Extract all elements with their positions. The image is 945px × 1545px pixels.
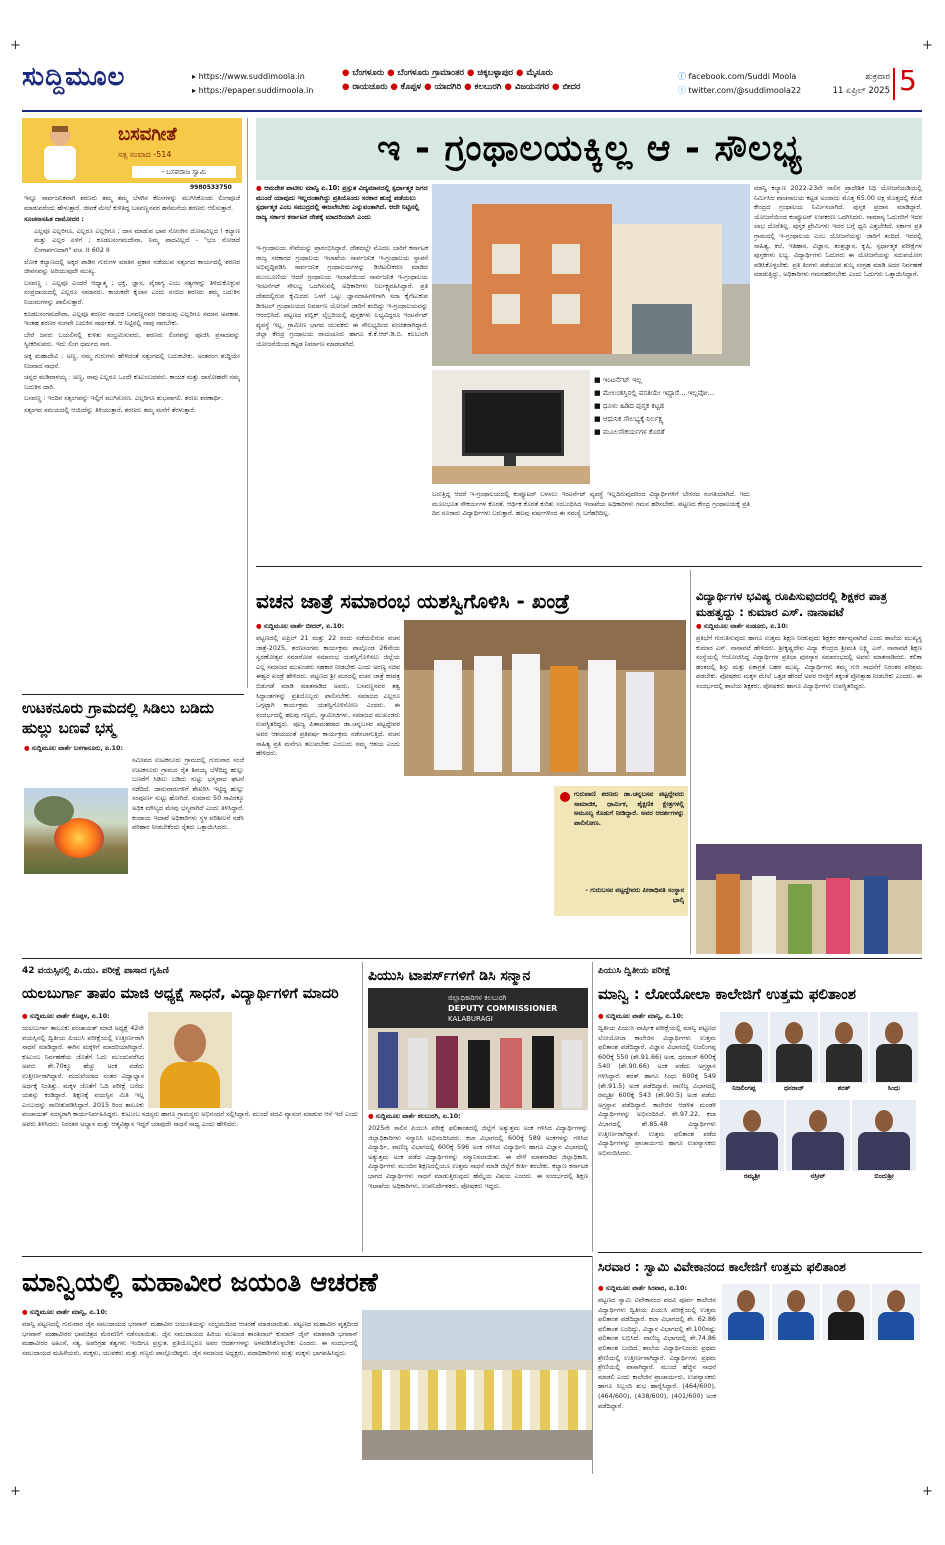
student-portrait xyxy=(852,1100,916,1182)
city-link[interactable]: ಬೆಂಗಳೂರು ಗ್ರಾಮಾಂತರ xyxy=(397,68,467,78)
computer-photo xyxy=(432,370,590,484)
student-portrait xyxy=(720,1012,768,1094)
basava-paragraph: ಬೇರೆ ಜನರು ಬಯಲಿನಲ್ಲಿ ಕುಳಿತು ಸಂಭ್ರಮಿಸುವರು, ಶರಣರು ಲಿಂಗವನ್ನು ಪೂಜಿಸಿ ಪ್ರಸಾದವನ್ನು ಸ್ವೀಕರಿಸುವರು. ಇದು ಲಿಂಗ ಧರ್ಮದ ಸಾರ. xyxy=(24,330,240,349)
dc-byline: ● ಸುದ್ದಿಮೂಲ ವಾರ್ತೆ ಕಲಬುರಗಿ, ಏ.10: xyxy=(368,1112,461,1120)
registration-mark: + xyxy=(10,1484,21,1499)
sirwar-body: ಪಟ್ಟಣದ ಸ್ವಾಮಿ ವಿವೇಕಾನಂದ ಪದವಿ ಪೂರ್ವ ಕಾಲೇಜಿನ ವಿದ್ಯಾರ್ಥಿಗಳು ದ್ವಿತೀಯ ಪಿಯುಸಿ ಪರೀಕ್ಷೆಯಲ್ಲಿ ಉತ್ತಮ ಫಲಿತಾಂಶ ಪಡೆದಿದ್ದಾರೆ. ಕಲಾ ವಿಭಾಗದಲ್ಲಿ ಶೇ. 62.86 ಫಲಿತಾಂಶ ಬಂದಿದ್ದು, ವಿಜ್ಞಾನ ವಿಭಾಗದಲ್ಲಿ ಶೇ.100ರಷ್ಟು ಫಲಿತಾಂಶ ಲಭಿಸಿದೆ. ವಾಣಿಜ್ಯ ವಿಭಾಗದಲ್ಲಿ ಶೇ.74.86 ಫಲಿತಾಂಶ ಬಂದಿದೆ. ಶಾಲೆಯ ವಿದ್ಯಾರ್ಥಿನಿಯರು ಪ್ರಥಮ ಶ್ರೇಣಿಯಲ್ಲಿ ಉತ್ತೀರ್ಣರಾಗಿದ್ದಾರೆ. ವಿದ್ಯಾರ್ಥಿಗಳು ಪ್ರಥಮ ಶ್ರೇಣಿಯಲ್ಲಿ ಪಾಸಾಗಿದ್ದಾರೆ. ಮುಂದೆ ಹೆಚ್ಚಿನ ಸಾಧನೆ ಮಾಡಲಿ ಎಂದು ಕಾಲೇಜಿನ ಪ್ರಾಚಾರ್ಯರು, ಉಪನ್ಯಾಸಕರು ಹಾಗೂ ಸಿಬ್ಬಂದಿ ಶುಭ ಹಾರೈಸಿದ್ದಾರೆ. (464/600), (464/600), (438/600), (401/600) ಅಂಕ ಪಡೆದಿದ್ದಾರೆ. xyxy=(598,1296,716,1410)
dc-body: 2025ನೇ ಸಾಲಿನ ಪಿಯುಸಿ ಪರೀಕ್ಷೆ ಫಲಿತಾಂಶದಲ್ಲಿ ಜಿಲ್ಲೆಗೆ ಅತ್ಯುತ್ತಮ ಅಂಕ ಗಳಿಸಿದ ವಿದ್ಯಾರ್ಥಿಗಳನ್ನು ಜಿಲ್ಲಾಧಿಕಾರಿಗಳು ಸನ್ಮಾನಿಸಿ ಅಭಿನಂದಿಸಿದರು. ಕಲಾ ವಿಭಾಗದಲ್ಲಿ 600ಕ್ಕೆ 589 ಅಂಕಗಳನ್ನು ಗಳಿಸಿದ ವಿದ್ಯಾರ್ಥಿ, ವಾಣಿಜ್ಯ ವಿಭಾಗದಲ್ಲಿ 600ಕ್ಕೆ 596 ಅಂಕ ಗಳಿಸಿದ ವಿದ್ಯಾರ್ಥಿನಿ ಹಾಗೂ ವಿಜ್ಞಾನ ವಿಭಾಗದಲ್ಲಿ ಅತ್ಯುತ್ತಮ ಅಂಕ ಪಡೆದ ವಿದ್ಯಾರ್ಥಿಗಳನ್ನು ಸನ್ಮಾನಿಸಲಾಯಿತು. ಈ ವೇಳೆ ಮಾತನಾಡಿದ ಜಿಲ್ಲಾಧಿಕಾರಿ, ವಿದ್ಯಾರ್ಥಿಗಳು ಮುಂದಿನ ಶಿಕ್ಷಣದಲ್ಲಿಯೂ ಉತ್ತಮ ಸಾಧನೆ ಮಾಡಿ ಜಿಲ್ಲೆಗೆ ಕೀರ್ತಿ ತರಬೇಕು. ಕಲ್ಯಾಣ ಕರ್ನಾಟಕ ಭಾಗದ ವಿದ್ಯಾರ್ಥಿಗಳು ಸಾಧನೆ ಮಾಡುತ್ತಿರುವುದು ಹೆಮ್ಮೆಯ ವಿಷಯ ಎಂದರು. ಈ ಸಂದರ್ಭದಲ್ಲಿ ಶಿಕ್ಷಣ ಇಲಾಖೆಯ ಅಧಿಕಾರಿಗಳು, ಉಪನಿರ್ದೇಶಕರು, ಪೋಷಕರು ಇದ್ದರು. xyxy=(368,1124,588,1190)
vachana-byline: ● ಸುದ್ದಿಮೂಲ ವಾರ್ತೆ ಬೀದರ್, ಏ.10: xyxy=(256,622,345,630)
sirwar-byline: ● ಸುದ್ದಿಮೂಲ ವಾರ್ತೆ ಸಿರವಾರ, ಏ.10: xyxy=(598,1284,687,1292)
facebook-icon: ⓕ xyxy=(678,72,689,81)
egov-bullet-item: ■ ಮೇಲಂತಸ್ತಿನಲ್ಲಿ ವಸತಿಯೇ ಇದ್ದಾರೆ... ಇಲ್ಲವೋ... xyxy=(594,389,715,397)
basava-paragraph: ಎಲ್ಲವೂ ಎಲ್ಲರಿಗೂ, ಎಲ್ಲರೂ ಎಲ್ಲರಿಗೂ ; ದಾಸ ಮಾಡುವ ಭಾವ ಸೋಂಗಿನ ದೋಷವಿಲ್ಲದ ! ಕಲ್ಯಾಣ ಮತ್ತು ಎಲ್ಲರ ಏಳಿಗೆ ; ಕೂಡಲಸಂಗಮದೇವಾ, ನಿಮ್ಮ ಪಾದವಿಲ್ಲದೆ - "ಭಜ ನೋಡದೆ ಲಿಂಗಾರ್ಪಣದಾಗಿ" ವಚ. II 602 II xyxy=(34,226,240,254)
library-building-photo xyxy=(432,184,750,366)
sirwar-student-photos xyxy=(722,1284,922,1340)
egov-headline: ಇ - ಗ್ರಂಥಾಲಯಕ್ಕಿಲ್ಲ ಆ - ಸೌಲಭ್ಯ xyxy=(377,128,803,169)
yalaburga-text: ಯಲಬುರ್ಗಾ ತಾಲೂಕು ಪಂಚಾಯತ್ ಮಾಜಿ ಅಧ್ಯಕ್ಷೆ 42ನೇ ವಯಸ್ಸಿನಲ್ಲಿ ದ್ವಿತೀಯ ಪಿಯುಸಿ ಪರೀಕ್ಷೆಯಲ್ಲಿ ಉತ್ತೀರ್ಣರಾಗಿ ಸಾಧನೆ ಮಾಡಿದ್ದಾರೆ. ಈಗಿನ ಮಕ್ಕಳಿಗೆ ಮಾದರಿಯಾಗಿದ್ದಾರೆ. ಕುಟುಂಬ ನಿರ್ವಹಣೆಯ ಜೊತೆಗೆ ಓದು ಮುಂದುವರೆಸಿದ ಅವರು ಶೇ.70ಕ್ಕೂ ಹೆಚ್ಚು ಅಂಕ ಪಡೆದು ಉತ್ತೀರ್ಣರಾಗಿದ್ದಾರೆ. ಮದುವೆಯಾದ ನಂತರ ವಿದ್ಯಾಭ್ಯಾಸ ಅರ್ಧಕ್ಕೆ ನಿಂತಿತ್ತು. ಮಕ್ಕಳ ಜೊತೆಗೆ ಓದಿ ಪರೀಕ್ಷೆ ಬರೆದು ಯಶಸ್ಸು ಕಂಡಿದ್ದಾರೆ. ಶಿಕ್ಷಣಕ್ಕೆ ವಯಸ್ಸಿನ ಮಿತಿ ಇಲ್ಲ ಎಂಬುದನ್ನು ಸಾಬೀತುಪಡಿಸಿದ್ದಾರೆ. 2015 ರಿಂದ ತಾಲೂಕು ಪಂಚಾಯತ್ ಸದಸ್ಯರಾಗಿ ಕಾರ್ಯನಿರ್ವಹಿಸಿದ್ದರು. ಕುಟುಂಬ ಸದಸ್ಯರು ಹಾಗೂ ಗ್ರಾಮಸ್ಥರು ಅಭಿನಂದನೆ ಸಲ್ಲಿಸಿದ್ದಾರೆ. ಮುಂದೆ ಪದವಿ ವ್ಯಾಸಂಗ ಮಾಡುವ ಆಸೆ ಇದೆ ಎಂದು ಅವರು ತಿಳಿಸಿದರು. ನಿರಂತರ ಅಭ್ಯಾಸ ಮತ್ತು ಆತ್ಮವಿಶ್ವಾಸ ಇದ್ದರೆ ಯಾವುದೇ ಸಾಧನೆ ಸಾಧ್ಯ ಎಂದು ಹೇಳಿದರು. xyxy=(22,1024,358,1128)
mahaveer-byline: ● ಸುದ್ದಿಮೂಲ ವಾರ್ತೆ ಮಾನ್ವಿ, ಏ.10: xyxy=(22,1308,108,1316)
sirwar-body-2 xyxy=(722,1344,922,1474)
square-bullet-icon: ■ xyxy=(594,389,603,397)
city-link[interactable]: ರಾಯಚೂರು xyxy=(352,82,391,92)
egov-bullet-item: ■ ಇಂಟರ್ನೆಟ್ ಇಲ್ಲ xyxy=(594,376,642,384)
basava-phone: 9980533750 xyxy=(190,184,232,191)
basava-paragraph: ಲೋಕ ಕಲ್ಯಾಣದಲ್ಲಿ ಅಕ್ಕರ ಪಾಡಿನ ಗುರುಗಳ ಮಾತಿನ ಪ್ರಕಾರ ನಡೆಯುವ ಸತ್ಸಂಗದ ಕಾರ್ಯದಲ್ಲಿ ಶರಣರ ಜೀವನವನ್ನು ಅರಿಯುವುದೇ ಮುಖ್ಯ. xyxy=(24,257,240,276)
vachana-body: ಪಟ್ಟಣದಲ್ಲಿ ಏಪ್ರಿಲ್ 21 ಮತ್ತು 22 ರಂದು ನಡೆಯಲಿರುವ ವಚನ ಜಾತ್ರೆ-2025, ಶರಣಸಂಗಮ ಕಾರ್ಯಕ್ರಮ ಪಾಲ್ಗೊಂಡ 26ನೇಯ ಸ್ವರಣೋತ್ಸವ ಸಮಾರೋಪ ಸಮಾರಂಭ ಯಶಸ್ವಿಗೊಳಿಸಲು ಜಿಲ್ಲೆಯ ಎಲ್ಲ ಸಮಾಜದ ಮುಖಂಡರು ಸಹಕಾರ ನೀಡಬೇಕು ಎಂದು ಅರಣ್ಯ ಸಚಿವ ಈಶ್ವರ ಖಂಡ್ರೆ ಹೇಳಿದರು. ಪಟ್ಟಣದ ಶ್ರೀ ಮಠದಲ್ಲಿ ವಚನ ಜಾತ್ರೆ ಕರಪತ್ರ ಬಿಡುಗಡೆ ಮಾಡಿ ಮಾತನಾಡಿದ ಅವರು, ಬಸವಣ್ಣನವರ ತತ್ವ ಸಿದ್ಧಾಂತಗಳನ್ನು ಪ್ರತಿಯೊಬ್ಬರು ಪಾಲಿಸಬೇಕು. ಸಮಾಜದ ಎಲ್ಲರೂ ಒಗ್ಗಟ್ಟಾಗಿ ಕಾರ್ಯಕ್ರಮ ಯಶಸ್ವಿಗೊಳಿಸೋಣ ಎಂದರು. ಈ ಸಂದರ್ಭದಲ್ಲಿ ಹಲವು ಗಣ್ಯರು, ಸ್ವಾಮೀಜಿಗಳು, ಸಮಾಜದ ಮುಖಂಡರು ಉಪಸ್ಥಿತರಿದ್ದರು. ಪೂಜ್ಯ ಪಿತಾಮಹರಾದ ಡಾ.ಚನ್ನಬಸವ ಪಟ್ಟದ್ದೇವರ ಅವರ ಆಶಯದಂತೆ ಪ್ರತಿವರ್ಷ ಕಾರ್ಯಕ್ರಮ ನಡೆಸಲಾಗುತ್ತಿದೆ. ವಚನ ಸಾಹಿತ್ಯ ಪ್ರತಿ ಮನೆಗೂ ತಲುಪಬೇಕು ಎಂಬುದು ನಮ್ಮ ಆಶಯ ಎಂದು ಹೇಳಿದರು. xyxy=(256,634,400,758)
vachana-quote-box: ಗುರುವಾಣಿ ಶರಣರು ಡಾ.ಚನ್ನಬಸವ ಪಟ್ಟದ್ದೇವರು ಸಾಮಾಜಿಕ, ಧಾರ್ಮಿಕ, ಶೈಕ್ಷಣಿಕ ಕ್ಷೇತ್ರಗಳಲ್ಲಿ ಅಮೂಲ್ಯ ಕೊಡುಗೆ ನೀಡಿದ್ದಾರೆ. ಅವರ ಆದರ್ಶಗಳನ್ನು ಪಾಲಿಸೋಣ. - ಗುರುಬಸವ ಪಟ್ಟದ್ದೇವರು ಪೀಠಾಧಿಪತಿ ಸಂಸ್ಥಾನ ಭಾಲ್ಕಿ xyxy=(554,786,688,916)
masthead-urls xyxy=(192,70,313,98)
yalaburga-byline: ● ಸುದ್ದಿಮೂಲ ವಾರ್ತೆ ಕೊಪ್ಪಳ, ಏ.10: xyxy=(22,1012,110,1020)
bullet-icon: ● xyxy=(342,82,353,92)
basava-paragraph: ಇನ್ನೂ ಸಾರ್ವಜನಿಕವಾಗಿ ಶರಣರು ತಮ್ಮ ತಮ್ಮ ಬೆಳಗಿನ ಕೆಲಸಗಳನ್ನು ಮುಗಿಸಿಕೊಂಡು ಲಿಂಗಪೂಜೆ ಮಾಡುವರೆಂದು ಹೇಳುತ್ತಾರೆ. ಜೀವಕೆ ಮೇಲೆ ಕುಳಿತಿದ್ದ ಬಸವಣ್ಣನವರ ಹಸೆಮನೆಯ ಶರಣರು ಆಲಿಸುತ್ತಾರೆ. xyxy=(24,194,240,212)
city-link[interactable]: ಯಾದಗಿರಿ xyxy=(434,82,465,92)
fire-byline: ● ಸುದ್ದಿಮೂಲ ವಾರ್ತೆ ಬಳಗಾನೂರು, ಏ.10: xyxy=(24,744,124,752)
student-portrait xyxy=(820,1012,868,1094)
student-name: ನಸ್ರೀನ್ xyxy=(786,1171,850,1182)
basava-paragraph: ಸೂಚನಾಸಹಿತ ದಾಮೋದರ : xyxy=(24,215,84,224)
bullet-icon: ● xyxy=(390,82,401,92)
student-portrait xyxy=(722,1284,770,1340)
mahaveer-body: ಮಾನ್ವಿ ಪಟ್ಟಣದಲ್ಲಿ ಗುರುವಾರ ಜೈನ ಸಮುದಾಯದ ಭಗವಾನ್ ಮಹಾವೀರ ಜಯಂತಿಯನ್ನು ಸಂಭ್ರಮದಿಂದ ಆಚರಣೆ ಮಾಡಲಾಯಿತು. ಪಟ್ಟಣದ ಮಹಾವೀರ ವೃತ್ತದಿಂದ ಭಗವಾನ್ ಮಹಾವೀರರ ಭಾವಚಿತ್ರದ ಮೆರವಣಿಗೆ ನಡೆಸಲಾಯಿತು. ಜೈನ ಸಮುದಾಯದ ಹಿರಿಯ ಮುಖಂಡ ಶಾಂತಿಲಾಲ್ ಕುಮಾರ್ ಜೈನ್ ಮಾತನಾಡಿ ಭಗವಾನ್ ಮಹಾವೀರರ ಅಹಿಂಸೆ, ಸತ್ಯ, ಅಪರಿಗ್ರಹ ತತ್ವಗಳು ಇಂದಿಗೂ ಪ್ರಸ್ತುತ. ಪ್ರತಿಯೊಬ್ಬರೂ ಅವರ ಆದರ್ಶಗಳನ್ನು ಅಳವಡಿಸಿಕೊಳ್ಳಬೇಕು ಎಂದರು. ಈ ಸಂದರ್ಭದಲ್ಲಿ ಸಮುದಾಯದ ಮಹಿಳೆಯರು, ಮಕ್ಕಳು, ಯುವಕರು ಮತ್ತು ಗಣ್ಯರು ಪಾಲ್ಗೊಂಡಿದ್ದರು. ಜೈನ ಸಮಾಜದ ಅಧ್ಯಕ್ಷರು, ಪದಾಧಿಕಾರಿಗಳು ಮತ್ತು ಮಕ್ಕಳು ಭಾಗವಹಿಸಿದ್ದರು. xyxy=(22,1320,358,1357)
bullet-icon: ● xyxy=(387,68,398,78)
egov-bullet-item: ■ ಧೂಳು ಹಿಡಿದ ಪುಸ್ತಕ ಕಟ್ಟಡ xyxy=(594,402,665,410)
quote-icon xyxy=(560,792,570,802)
city-link[interactable]: ಚಿಕ್ಕಬಳ್ಳಾಪುರ xyxy=(477,68,517,78)
website-link[interactable]: https://www.suddimoola.in xyxy=(198,72,305,81)
basava-paragraph: ಅಕ್ಕ ಮಹಾದೇವಿ : ಅಣ್ಣ, ನಮ್ಮ ಗುರುಗಳು ಹೇಳಿದಂತೆ ಸತ್ಸಂಗದಲ್ಲಿ ಬದುಕಬೇಕು. ಅಂತರಂಗ ಶುದ್ಧಿಯೇ ನಿಜವಾದ ಸಾಧನೆ. xyxy=(24,351,240,370)
loyola-student-photos xyxy=(720,1012,922,1188)
bullet-icon: ● xyxy=(516,68,527,78)
vachana-body-2 xyxy=(404,780,550,954)
fire-body-right: ಸಮೀಪದ ಉಟಕನೂರು ಗ್ರಾಮದಲ್ಲಿ ಗುರುವಾರ ಸಂಜೆ ಉಟಕನೂರು ಗ್ರಾಮದ ರೈತ ಶಿವಯ್ಯ ಬೆಳೆದಿದ್ದ ಹುಲ್ಲು ಬಣವೆಗೆ ಸಿಡಿಲು ಬಡಿದು ಸುಟ್ಟು ಭಸ್ಮವಾದ ಘಟನೆ ನಡೆದಿದೆ. ಜಾನುವಾರುಗಳಿಗೆ ಶೇಖರಿಸಿ ಇಟ್ಟಿದ್ದ ಹುಲ್ಲು ಸಂಪೂರ್ಣ ಸುಟ್ಟು ಹೋಗಿದೆ. ಸುಮಾರು 50 ಸಾವಿರಕ್ಕೂ ಅಧಿಕ ಮೌಲ್ಯದ ಮೇವು ಭಸ್ಮವಾಗಿದೆ ಎಂದು ತಿಳಿಸಿದ್ದಾರೆ. ಕಂದಾಯ ಇಲಾಖೆ ಅಧಿಕಾರಿಗಳು ಸ್ಥಳ ಪರಿಶೀಲನೆ ನಡೆಸಿ ಪರಿಹಾರ ನೀಡಬೇಕೆಂದು ರೈತರು ಒತ್ತಾಯಿಸಿದರು. xyxy=(132,756,244,832)
basava-paragraph: ಬಸವಣ್ಣ : ಎಲ್ಲವೂ ಎಂದರೆ ಆಧ್ಯಾತ್ಮ ; ಭಕ್ತಿ, ಜ್ಞಾನ, ವೈರಾಗ್ಯ ಎಂಬ ಸತ್ಯಗಳನ್ನು ತಿಳಿದುಕೊಳ್ಳುವ ಸಂಪ್ರದಾಯದಲ್ಲಿ ಎಲ್ಲರೂ ಸಮಾನರು. ಕಾಯಕವೇ ಕೈಲಾಸ ಎಂದು ನಂಬಿದ ಶರಣರು ತಮ್ಮ ಬದುಕಿನ ನಿಯಮಗಳನ್ನು ಪಾಲಿಸುತ್ತಾರೆ. xyxy=(24,278,240,306)
dc-photo: ಜಿಲ್ಲಾಧಿಕಾರಿಗಳ ಕಲಬುರಗಿ DEPUTY COMMISSIONER KALABURAGI xyxy=(368,988,588,1110)
city-link[interactable]: ಕೊಪ್ಪಳ xyxy=(400,82,425,92)
student-portrait xyxy=(872,1284,920,1340)
basava-paragraph: ಸತ್ಸಂಗದ ಸಮಯದಲ್ಲಿ ಆಯಿದೆನ್ನು ತಿಳಿಯುತ್ತಾರೆ, ಶರಣರು ತಮ್ಮ ಮನೆಗೆ ತೆರಳುತ್ತಾರೆ. xyxy=(24,405,196,414)
egov-bullet-item: ■ ಆಧುನಿಕ ಸೌಲಭ್ಯಕ್ಕೆ ನಿರ್ಲಕ್ಷ್ಯ xyxy=(594,415,664,423)
vachana-headline: ವಚನ ಜಾತ್ರೆ ಸಮಾರಂಭ ಯಶಸ್ವಿಗೊಳಿಸಿ - ಖಂಡ್ರೆ xyxy=(256,589,570,613)
loyola-kicker: ಪಿಯುಸಿ ದ್ವಿತೀಯ ಪರೀಕ್ಷೆ xyxy=(598,966,671,976)
student-portrait xyxy=(770,1012,818,1094)
student-name: ರಮ್ಯಶ್ರೀ xyxy=(720,1171,784,1182)
fire-body-bottom xyxy=(24,878,244,918)
city-link[interactable]: ಬೀದರ xyxy=(562,82,581,92)
bullet-icon: ● xyxy=(467,68,478,78)
epaper-link[interactable]: https://epaper.suddimoola.in xyxy=(198,86,314,95)
student-portrait xyxy=(786,1100,850,1182)
student-body: ಪ್ರತಿಭೆಗೆ ಗುರುತಿಸುವುದು ಹಾಗೂ ಉತ್ತಮ ಶಿಕ್ಷಣ ನೀಡುವುದು ಶಿಕ್ಷಕರ ಕರ್ತವ್ಯವಾಗಿದೆ ಎಂದು ಶಾಲೆಯ ಮುಖ್ಯಸ್ಥ ಕುಮಾರ ಎಸ್. ನಾನಾವಟೆ ಹೇಳಿದರು. ಶ್ರೀಕೃಷ್ಣದೇವ ವಿದ್ಯಾ ಕೇಂದ್ರದ ಶ್ರೀಮತಿ ಲಕ್ಷ್ಮಿ ಎನ್. ನಾನಾವಟೆ ಶಿಕ್ಷಣ ಸಂಸ್ಥೆಯಲ್ಲಿ ಆಯೋಜಿಸಿದ್ದ ವಿದ್ಯಾರ್ಥಿಗಳ ಪ್ರತಿಭಾ ಪುರಸ್ಕಾರ ಸಮಾರಂಭದಲ್ಲಿ ಅವರು ಮಾತನಾಡಿದರು. ಕಲಿಕಾ ಹಂತದಲ್ಲಿ ಶಿಸ್ತು ಮತ್ತು ಏಕಾಗ್ರತೆ ಬಹಳ ಮುಖ್ಯ. ವಿದ್ಯಾರ್ಥಿಗಳು ತಮ್ಮ ಗುರಿ ಸಾಧನೆಗೆ ನಿರಂತರ ಪರಿಶ್ರಮ ಪಡಬೇಕು. ಪೋಷಕರು ಮಕ್ಕಳ ಮೇಲೆ ಒತ್ತಡ ಹೇರದೆ ಅವರ ಆಸಕ್ತಿಗೆ ತಕ್ಕಂತೆ ಪ್ರೋತ್ಸಾಹ ನೀಡಬೇಕು ಎಂದರು. ಈ ಸಂದರ್ಭದಲ್ಲಿ ಶಾಲೆಯ ಶಿಕ್ಷಕರು, ಪೋಷಕರು ಹಾಗೂ ವಿದ್ಯಾರ್ಥಿಗಳು ಉಪಸ್ಥಿತರಿದ್ದರು. xyxy=(696,634,922,690)
masthead-logo: ಸುದ್ದಿಮೂಲ xyxy=(22,62,126,92)
student-name: ಸಿಂಧು xyxy=(870,1083,918,1094)
basava-paragraph: ಬಸವಣ್ಣ : ಇಂದಿನ ಸತ್ಸಂಗವನ್ನು ಇಲ್ಲಿಗೆ ಮುಗಿಸೋಣ. ಎಲ್ಲರಿಗೂ ಶುಭವಾಗಲಿ. ಶರಣು ಶರಣಾರ್ಥಿ. xyxy=(24,394,224,403)
bullet-icon: ● xyxy=(464,82,475,92)
student-portrait xyxy=(772,1284,820,1340)
mahaveer-photo xyxy=(362,1310,592,1460)
student-headline: ವಿದ್ಯಾರ್ಥಿಗಳ ಭವಿಷ್ಯ ರೂಪಿಸುವುದರಲ್ಲಿ ಶಿಕ್ಷಕರ ಪಾತ್ರ ಮಹತ್ವದ್ದು : ಕುಮಾರ ಎಸ್. ನಾನಾವಟೆ xyxy=(696,589,887,619)
loyola-headline: ಮಾನ್ವಿ : ಲೋಯೋಲಾ ಕಾಲೇಜಿಗೆ ಉತ್ತಮ ಫಲಿತಾಂಶ xyxy=(598,985,856,1003)
city-link[interactable]: ಕಲಬುರಗಿ xyxy=(474,82,505,92)
bullet-icon: ● xyxy=(551,82,563,92)
student-portrait xyxy=(720,1100,784,1182)
student-name: ನಿಜಲಿಂಗಪ್ಪ xyxy=(720,1083,768,1094)
egov-bullet-item: ■ ಮೂಲಸೌಕರ್ಯಗಳ ಕೊರತೆ xyxy=(594,428,665,436)
egov-col3: ಮಾನ್ವಿ ಕಲ್ಯಾಣ 2022-23ನೇ ಸಾಲಿನ ಪ್ರಾದೇಶಿಕ ನಿಧಿ ಯೋಜನೆಯಡಿಯಲ್ಲಿ ನಿರ್ಮಿಸಿದ ವಾಚನಾಲಯ ಕಟ್ಟಡ ಅಂದಾಜು ಮೊತ್ತ 65.00 ಲಕ್ಷ ಮೊತ್ತದಲ್ಲಿ ಕೆಪಿಜಿ ಕೇಂದ್ರದ ಗ್ರಂಥಾಲಯ ನಿರ್ಮಿಸಲಾಗಿದೆ. ಪುಸ್ತಕ ಪ್ರದಾನ ಮಾಡಿದ್ದಾರೆ. ಯೋಜನೆಯಿಂದ ಕಂಪ್ಯೂಟರ್ ಉಪಕರಣ ಒದಗಿಸಿದರು. ಸಾಮಾನ್ಯ ಓದುಗರಿಗೆ ಇದರ ಲಾಭ ದೊರೆತಿಲ್ಲ. ಪುಸ್ತಕ ಪ್ರೇಮಿಗಳು ಇದರ ಬಗ್ಗೆ ಧ್ವನಿ ಎತ್ತಬೇಕಿದೆ. ಸರ್ಕಾರ ಪ್ರತಿ ಗ್ರಾಮದಲ್ಲಿ ಇ-ಗ್ರಂಥಾಲಯ ಎಂಬ ಯೋಜನೆಯನ್ನು ಜಾರಿಗೆ ತಂದಿದೆ. ಇದರಲ್ಲಿ ಸಾಹಿತ್ಯ, ಕಲೆ, ಇತಿಹಾಸ, ವಿಜ್ಞಾನ, ತಂತ್ರಜ್ಞಾನ, ಕೃಷಿ, ಸ್ಪರ್ಧಾತ್ಮಕ ಪರೀಕ್ಷೆಗಳ ಪುಸ್ತಕಗಳು ಲಭ್ಯ. ವಿದ್ಯಾರ್ಥಿಗಳು ಓದುಗರು ಈ ಯೋಜನೆಯನ್ನು ಸದುಪಯೋಗ ಪಡಿಸಿಕೊಳ್ಳಬೇಕು. ಪ್ರತಿ ತಿಂಗಳು ಪಡೆಯುವ ಶುಲ್ಕ ಸಂಗ್ರಹ ಮಾಡಿ ಅದರ ನಿರ್ವಹಣೆ ಮಾಡುತ್ತಿದ್ದು, ಅಧಿಕಾರಿಗಳು ಗಮನಹರಿಸಬೇಕು ಎಂದು ಓದುಗರು ಒತ್ತಾಯಿಸಿದ್ದಾರೆ. xyxy=(754,184,922,279)
issue-date: ಶುಕ್ರವಾರ 11 ಏಪ್ರಿಲ್ 2025 xyxy=(832,72,890,96)
registration-mark: + xyxy=(922,38,933,53)
twitter-link[interactable]: twitter.com/@suddimoola22 xyxy=(688,86,802,95)
globe-icon: ▸ xyxy=(192,86,199,95)
basavanna-portrait-icon xyxy=(30,122,90,180)
globe-icon: ▸ xyxy=(192,72,199,81)
student-byline: ● ಸುದ್ದಿಮೂಲ ವಾರ್ತೆ ಸಂಡೂರು, ಏ.10: xyxy=(696,622,789,630)
square-bullet-icon: ■ xyxy=(594,376,603,384)
yalaburga-headline: ಯಲಬುರ್ಗಾ ತಾಪಂ ಮಾಜಿ ಅಧ್ಯಕ್ಷೆ ಸಾಧನೆ, ವಿದ್ಯಾರ್ಥಿಗಳಿಗೆ ಮಾದರಿ xyxy=(22,986,339,1002)
page-number: 5 xyxy=(899,64,917,97)
loyola-body: ದ್ವಿತೀಯ ಪಿಯುಸಿ ವಾರ್ಷಿಕ ಪರೀಕ್ಷೆಯಲ್ಲಿ ಮಾನ್ವಿ ಪಟ್ಟಣದ ಲೋಯೋಲಾ ಕಾಲೇಜಿನ ವಿದ್ಯಾರ್ಥಿಗಳು ಉತ್ತಮ ಫಲಿತಾಂಶ ಪಡೆದಿದ್ದಾರೆ. ವಿಜ್ಞಾನ ವಿಭಾಗದಲ್ಲಿ ನಿಜಲಿಂಗಪ್ಪ 600ಕ್ಕೆ 550 (ಶೇ.91.66) ಅಂಕ, ಧನರಾಜ್ 600ಕ್ಕೆ 540 (ಶೇ.90.66) ಅಂಕ ಪಡೆದು ಅಗ್ರಸ್ಥಾನ ಗಳಿಸಿದ್ದಾರೆ. ಶರತ್ ಹಾಗೂ ಸಿಂಧು 600ಕ್ಕೆ 549 (ಶೇ.91.5) ಅಂಕ ಪಡೆದಿದ್ದಾರೆ. ವಾಣಿಜ್ಯ ವಿಭಾಗದಲ್ಲಿ ರಮ್ಯಶ್ರೀ 600ಕ್ಕೆ 543 (ಶೇ.90.5) ಅಂಕ ಪಡೆದು ಅಗ್ರಸ್ಥಾನ ಪಡೆದಿದ್ದಾರೆ. ಕಾಲೇಜಿನ ಆಡಳಿತ ಮಂಡಳಿ ವಿದ್ಯಾರ್ಥಿಗಳನ್ನು ಅಭಿನಂದಿಸಿದೆ. ಶೇ.97.22, ಕಲಾ ವಿಭಾಗದಲ್ಲಿ ಶೇ.85.48 ವಿದ್ಯಾರ್ಥಿಗಳು ಉತ್ತೀರ್ಣರಾಗಿದ್ದಾರೆ. ಉತ್ತಮ ಫಲಿತಾಂಶ ಪಡೆದ ವಿದ್ಯಾರ್ಥಿಗಳನ್ನು ಪ್ರಾಚಾರ್ಯರು ಹಾಗೂ ಉಪನ್ಯಾಸಕರು ಅಭಿನಂದಿಸಿದರು. xyxy=(598,1024,716,1157)
student-name: ಶರತ್ xyxy=(820,1083,868,1094)
bullet-icon: ● xyxy=(504,82,515,92)
egov-bullets xyxy=(594,374,750,474)
student-portrait xyxy=(822,1284,870,1340)
facebook-link[interactable]: facebook.com/Suddi Moola xyxy=(688,72,797,81)
egov-col2: ಬರುತ್ತಿದ್ದ ಆದರೆ ಇ-ಗ್ರಂಥಾಲಯದಲ್ಲಿ ಕಂಪ್ಯೂಟರ್ ಬಳಸಲು ಇಂಟರ್ನೆಟ್ ವ್ಯವಸ್ಥೆ ಇಲ್ಲದಿರುವುದರಿಂದ ವಿದ್ಯಾರ್ಥಿಗಳಿಗೆ ಬೇಸರದ ಸಂಗತಿಯಾಗಿದೆ. ಇದು ಮೂಲಭೂತ ಸೌಕರ್ಯಗಳ ಕೊರತೆ. ಆರ್ಥಿಕ ಕೊರತೆ ಕುರಿತು ಸಂಬಂಧಿಸಿದ ಇಲಾಖೆಯ ಅಧಿಕಾರಿಗಳು ಗಮನ ಹರಿಸಬೇಕು. ಪಟ್ಟಣದ ಕೇಂದ್ರ ಗ್ರಂಥಾಲಯಕ್ಕೆ ಪ್ರತಿ ದಿನ ನೂರಾರು ವಿದ್ಯಾರ್ಥಿಗಳು ಬರುತ್ತಾರೆ. ಹಲವು ವರ್ಷಗಳಿಂದ ಈ ಸಮಸ್ಯೆ ಬಗೆಹರಿದಿಲ್ಲ. xyxy=(432,490,750,518)
loyola-byline: ● ಸುದ್ದಿಮೂಲ ವಾರ್ತೆ ಮಾನ್ವಿ, ಏ.10: xyxy=(598,1012,684,1020)
yalaburga-body xyxy=(22,1024,358,1248)
yalaburga-kicker: 42 ವಯಸ್ಸಿನಲ್ಲಿ ಪಿ.ಯು. ಪರೀಕ್ಷೆ ಪಾಸಾದ ಗೃಹಿಣಿ xyxy=(22,966,169,976)
basava-paragraph: ಚನ್ನದ ಮಡಿವಾಳಯ್ಯ : ಅಣ್ಣ, ನಾವು ಎಲ್ಲರೂ ಒಂದೇ ಕುಟುಂಬದವರು. ಕಾಯಕ ಮತ್ತು ದಾಸೋಹವೇ ನಮ್ಮ ಬದುಕಿನ ದಾರಿ. xyxy=(24,373,240,391)
square-bullet-icon: ■ xyxy=(594,402,603,410)
city-list xyxy=(342,66,672,94)
city-link[interactable]: ಮೈಸೂರು xyxy=(526,68,553,78)
basava-header: ಬಸವಗೀತೆ ಸತ್ಸ ಸಂವಾದ -514 - ಬಸವರಾಜ ಸ್ವಾಮಿ xyxy=(22,118,242,183)
basava-body xyxy=(24,194,240,694)
registration-mark: + xyxy=(10,38,21,53)
sirwar-headline: ಸಿರವಾರ : ಸ್ವಾಮಿ ವಿವೇಕಾನಂದ ಕಾಲೇಜಿಗೆ ಉತ್ತಮ ಫಲಿತಾಂಶ xyxy=(598,1259,846,1274)
city-link[interactable]: ಬೆಂಗಳೂರು xyxy=(352,68,388,78)
bullet-icon: ● xyxy=(424,82,435,92)
social-links xyxy=(678,70,801,98)
bullet-icon: ● xyxy=(342,68,353,78)
student-name: ಧನರಾಜ್ xyxy=(770,1083,818,1094)
registration-mark: + xyxy=(922,1484,933,1499)
fire-photo xyxy=(24,788,128,874)
fire-headline: ಉಟಕನೂರು ಗ್ರಾಮದಲ್ಲಿ ಸಿಡಿಲು ಬಡಿದು ಹುಲ್ಲು ಬಣವೆ ಭಸ್ಮ xyxy=(22,699,215,737)
mahaveer-headline: ಮಾನ್ವಿಯಲ್ಲಿ ಮಹಾವೀರ ಜಯಂತಿ ಆಚರಣೆ xyxy=(22,1268,378,1298)
twitter-icon: ⓣ xyxy=(678,86,689,95)
egov-headline-band xyxy=(256,118,922,180)
dc-headline: ಪಿಯುಸಿ ಟಾಪರ್ಸ್‌ಗಳಿಗೆ ಡಿಸಿ ಸನ್ಮಾನ xyxy=(368,968,531,984)
square-bullet-icon: ■ xyxy=(594,415,603,423)
student-name: ಬಿಂದುಶ್ರೀ xyxy=(852,1171,916,1182)
egov-col1: ಇ-ಗ್ರಂಥಾಲಯ ಸೇವೆಯನ್ನು ಪ್ರಾರಂಭಿಸಿದ್ದಾರೆ. ದೇಶದಲ್ಲೇ ಮೊದಲ ಬಾರಿಗೆ ಕರ್ನಾಟಕ ರಾಜ್ಯ ಸರಕಾರದ ಗ್ರಂಥಾಲಯ ಇಲಾಖೆಯ ಸಾರ್ವಜನಿಕ ಇ-ಗ್ರಂಥಾಲಯ ಸ್ಥಾಪನೆ ಅಭಿವೃದ್ಧಿಪಡಿಸಿ ಸಾರ್ವಜನಿಕ ಗ್ರಂಥಾಲಯಗಳನ್ನು ಡಿಜಿಟಲೀಕರಣ ಮಾಡಿದ ಮುಂಬೂಣಿಯ ಆದರೆ ಗ್ರಂಥಾಲಯ ಇಲಾಖೆಯಿಂದ ಸಾರ್ವಜನಿಕ ಇ-ಗ್ರಂಥಾಲಯ ಇಂಟರ್ನೆಟ್ ಸೌಲಭ್ಯ ಒದಗಿಸುವಲ್ಲಿ ಅಧಿಕಾರಿಗಳು ನಿರ್ಲಕ್ಷ್ಯವಹಿಸಿದ್ದಾರೆ. ಪ್ರತಿ ದೇಶದಲ್ಲಿರುವ ಕೈಮಿದರು ಒಳಗೆ ಒಟ್ಟು ಜ್ಞಾನದಾಹಿಗಳಿಗಾಗಿ ಸದಾ ಕೈಗೆಟುಕುವ ಡಿಜಿಟಲ್ ಗ್ರಂಥಾಲಯದ ನಿರ್ಮಾಣ ಯೋಜನೆ ಜಾರಿಗೆ ತಂದಿದ್ದು ಇ-ಗ್ರಂಥಾಲಯವನ್ನು ಆರಂಭಿಸಿದೆ. ಪಟ್ಟಣದ ಪಬ್ಲಿಕ್ ಲೈಬ್ರರಿಯಲ್ಲಿ ಪುಸ್ತಕಗಳು ಲಭ್ಯವಿದ್ದರೂ ಇಂಟರ್ನೆಟ್ ವ್ಯವಸ್ಥೆ ಇಲ್ಲ. ಗ್ರಾಮೀಣ ಭಾಗದ ಯುವಕರು ಈ ಸೌಲಭ್ಯದಿಂದ ವಂಚಿತರಾಗಿದ್ದಾರೆ. ಜಿಲ್ಲಾ ಕೇಂದ್ರ ಗ್ರಂಥಾಲಯ ರಾಯಚೂರು ಹಾಗೂ ಕೆ.ಕೆ.ಆರ್.ಡಿ.ಬಿ. ಕಲಬುರಗಿ ಯೋಜನೆಯಿಂದ ಕಟ್ಟಡ ನಿರ್ಮಾಣ ಮಾಡಲಾಗಿದೆ. xyxy=(256,244,428,348)
student-photo xyxy=(696,844,922,954)
square-bullet-icon: ■ xyxy=(594,428,603,436)
vachana-photo xyxy=(404,620,686,776)
city-link[interactable]: ವಿಜಯನಗರ xyxy=(514,82,552,92)
egov-lead: ● ಆಮರೇಶ ಪಾಟೀಲ ಮಾನ್ವಿ ಏ.10: ಪ್ರಸ್ತುತ ವಿದ್ಯಮಾನದಲ್ಲಿ ಸ್ಪರ್ಧಾತ್ಮಕ ಜಗದ ಮುಂದೆ ಯಾವುದು ಇಲ್ಲದಂತಾಗಿದ್ದು ಪ್ರತಿಯೊಂದು ಸರಕಾರ ಹುದ್ದೆ ಪಡೆಯಲು ಸ್ಪರ್ಧಾತ್ಮಕ ಎಂಬ ಸಮುದ್ರದಲ್ಲಿ ಈಜಲೇಬೇಕು ಎನ್ನುವಂತಾಗಿದೆ. ಆದೇ ನಿಟ್ಟಿನಲ್ಲಿ ರಾಜ್ಯ ಸರ್ಕಾರ ಕರ್ನಾಟಕ ದೇಶಕ್ಕೆ ಮಾದರಿಯಾಗಿ ಎಂದು xyxy=(256,184,428,221)
student-portrait xyxy=(870,1012,918,1094)
basava-paragraph: ಕೂಡಲಸಂಗಮದೇವಾ, ಎಲ್ಲವೂ ಶರಣರ ನಾಯಕ ಬಸವಣ್ಣನವರ ಆಶಯವು ಎಲ್ಲರಿಗೂ ಸಮಾನ ಅವಕಾಶ. ಇಂತಹ ಶರಣರ ಸಂಗವೇ ಬದುಕಿನ ಸಾರ್ಥಕತೆ. ಆ ನಿಟ್ಟಿನಲ್ಲಿ ನಾವು ಸಾಗಬೇಕು. xyxy=(24,309,240,328)
